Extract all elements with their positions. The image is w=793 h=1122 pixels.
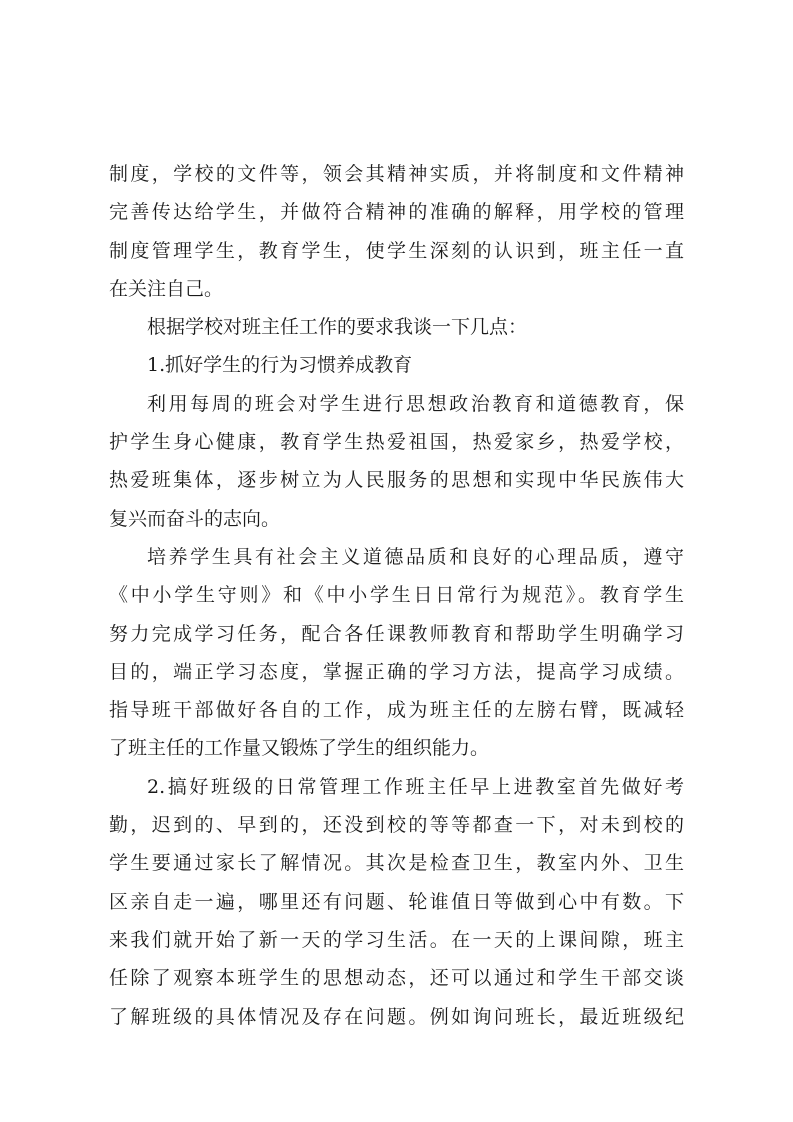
- text-line: 来我们就开始了新一天的学习生活。在一天的上课间隙，班主: [109, 928, 684, 951]
- section-heading: 2.搞好班级的日常管理工作班主任早上进教室首先做好考: [147, 775, 684, 798]
- text-line: 热爱班集体，逐步树立为人民服务的思想和实现中华民族伟大: [109, 469, 684, 492]
- text-line: 在关注自己。: [109, 277, 224, 300]
- text-line: 了班主任的工作量又锻炼了学生的组织能力。: [109, 737, 490, 760]
- text-line: 制度管理学生，教育学生，使学生深刻的认识到，班主任一直: [109, 239, 684, 262]
- text-line: 了解班级的具体情况及存在问题。例如询问班长，最近班级纪: [109, 1005, 684, 1028]
- text-line: 护学生身心健康，教育学生热爱祖国，热爱家乡，热爱学校，: [109, 431, 684, 454]
- text-line: 《中小学生守则》和《中小学生日日常行为规范》。教育学生: [109, 584, 684, 607]
- section-heading: 1.抓好学生的行为习惯养成教育: [147, 354, 413, 377]
- document-body: [109, 155, 684, 1036]
- text-line: 完善传达给学生，并做符合精神的准确的解释，用学校的管理: [109, 201, 684, 224]
- text-line: 任除了观察本班学生的思想动态，还可以通过和学生干部交谈: [109, 967, 684, 990]
- text-line: 区亲自走一遍，哪里还有问题、轮谁值日等做到心中有数。下: [109, 890, 684, 913]
- text-line: 制度，学校的文件等，领会其精神实质，并将制度和文件精神: [109, 163, 684, 185]
- text-line: 利用每周的班会对学生进行思想政治教育和道德教育，保: [147, 392, 684, 415]
- text-line: 复兴而奋斗的志向。: [109, 507, 281, 530]
- text-line: 根据学校对班主任工作的要求我谈一下几点：: [147, 316, 528, 339]
- text-line: 勤，迟到的、早到的，还没到校的等等都查一下，对未到校的: [109, 814, 684, 837]
- text-line: 指导班干部做好各自的工作，成为班主任的左膀右臂，既减轻: [109, 699, 684, 722]
- text-line: 学生要通过家长了解情况。其次是检查卫生，教室内外、卫生: [109, 852, 684, 875]
- text-line: 目的，端正学习态度，掌握正确的学习方法，提高学习成绩。: [109, 660, 684, 683]
- text-line: 培养学生具有社会主义道德品质和良好的心理品质，遵守: [147, 545, 684, 568]
- text-line: 努力完成学习任务，配合各任课教师教育和帮助学生明确学习: [109, 622, 684, 645]
